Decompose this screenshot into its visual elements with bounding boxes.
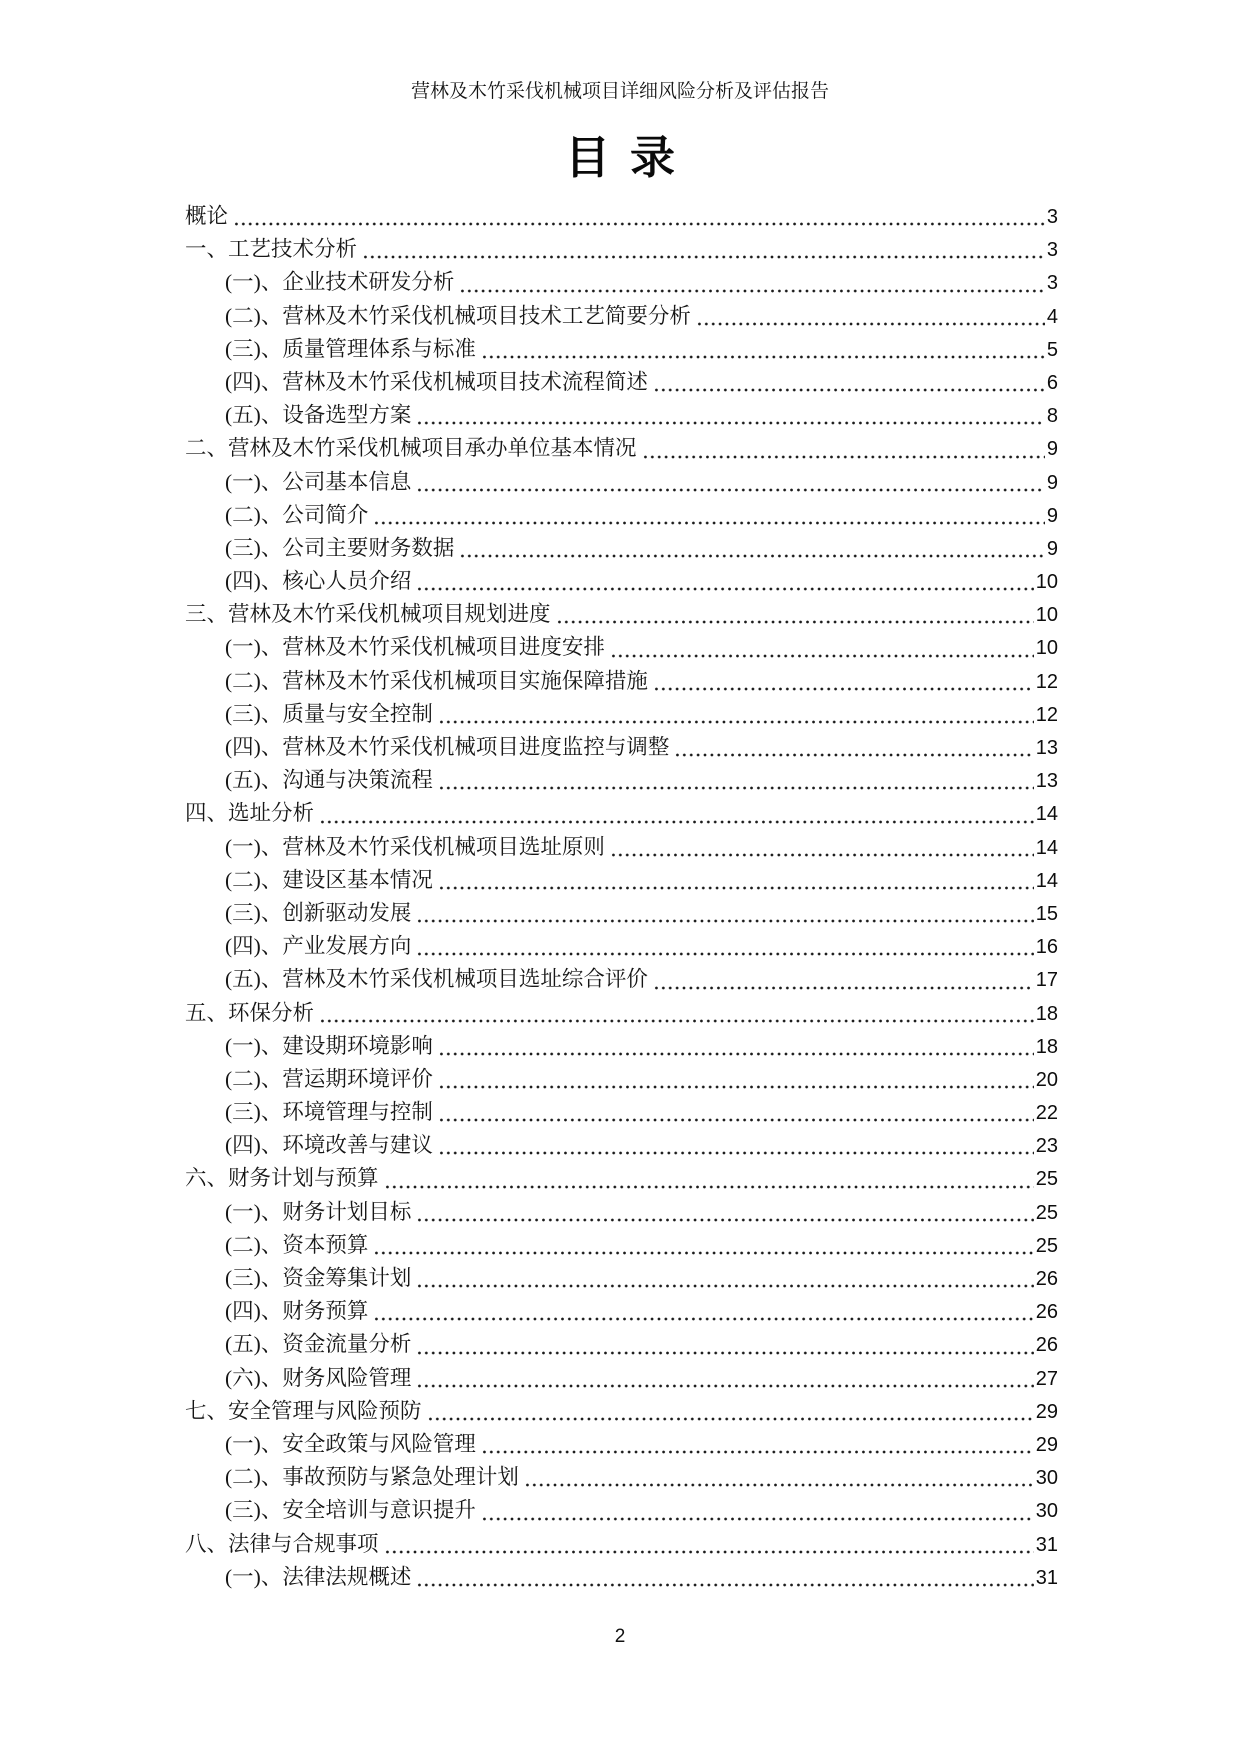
toc-entry-page-number: 23 (1035, 1135, 1058, 1158)
toc-entry-label: 五、环保分析 (185, 1000, 315, 1025)
toc-entry-page-number: 27 (1035, 1367, 1058, 1390)
toc-entry-page-number: 8 (1046, 405, 1058, 428)
toc-dot-leader (653, 388, 1045, 392)
toc-entry-page-number: 30 (1035, 1500, 1058, 1523)
toc-entry[interactable] (185, 1561, 1058, 1594)
toc-entry-label: (二)、建设区基本情况 (225, 867, 433, 892)
toc-dot-leader (416, 952, 1033, 956)
toc-entry-page-number: 3 (1046, 239, 1058, 262)
toc-dot-leader (416, 1351, 1033, 1355)
toc-entry-label: (二)、营运期环境评价 (225, 1066, 433, 1091)
toc-entry[interactable] (185, 1063, 1058, 1096)
toc-entry-label: (二)、事故预防与紧急处理计划 (225, 1465, 519, 1490)
toc-dot-leader (438, 1085, 1034, 1089)
toc-entry[interactable] (185, 864, 1058, 897)
toc-entry-label: (四)、产业发展方向 (225, 934, 412, 959)
toc-entry[interactable] (185, 897, 1058, 930)
toc-entry-page-number: 6 (1046, 371, 1058, 394)
toc-entry-label: 六、财务计划与预算 (185, 1166, 379, 1191)
toc-entry-page-number: 14 (1035, 836, 1058, 859)
toc-entry-label: (一)、营林及木竹采伐机械项目选址原则 (225, 834, 605, 859)
toc-entry-page-number: 10 (1035, 604, 1058, 627)
toc-entry[interactable] (185, 764, 1058, 797)
toc-entry-page-number: 14 (1035, 803, 1058, 826)
toc-dot-leader (416, 1218, 1033, 1222)
toc-dot-leader (233, 222, 1045, 226)
toc-entry[interactable] (185, 1528, 1058, 1561)
toc-entry-label: (五)、资金流量分析 (225, 1332, 412, 1357)
toc-entry-label: (三)、质量与安全控制 (225, 701, 433, 726)
toc-dot-leader (416, 488, 1045, 492)
toc-entry[interactable] (185, 665, 1058, 698)
footer-page-number: 2 (614, 1626, 626, 1647)
toc-entry-label: (三)、公司主要财务数据 (225, 535, 455, 560)
toc-entry[interactable] (185, 1362, 1058, 1395)
toc-entry[interactable] (185, 200, 1058, 233)
toc-entry-label: (三)、资金筹集计划 (225, 1266, 412, 1290)
toc-entry-page-number: 25 (1035, 1201, 1058, 1224)
toc-dot-leader (610, 654, 1034, 658)
toc-dot-leader (459, 289, 1045, 293)
toc-dot-leader (459, 554, 1045, 558)
toc-entry[interactable] (185, 598, 1058, 631)
toc-entry-label: (三)、质量管理体系与标准 (225, 336, 476, 361)
toc-dot-leader (556, 620, 1034, 624)
toc-entry-page-number: 22 (1035, 1102, 1058, 1125)
toc-entry-label: (一)、安全政策与风险管理 (225, 1431, 476, 1456)
toc-entry[interactable] (185, 565, 1058, 598)
toc-entry[interactable] (185, 797, 1058, 830)
toc-entry[interactable] (185, 1395, 1058, 1428)
toc-entry-label: (一)、公司基本信息 (225, 469, 412, 494)
toc-entry-page-number: 9 (1046, 504, 1058, 527)
toc-entry-label: (六)、财务风险管理 (225, 1365, 412, 1390)
toc-dot-leader (481, 1450, 1034, 1454)
toc-entry-label: (二)、营林及木竹采伐机械项目技术工艺简要分析 (225, 303, 691, 328)
toc-entry-label: (四)、财务预算 (225, 1299, 369, 1324)
toc-entry-label: (三)、安全培训与意识提升 (225, 1498, 476, 1523)
toc-dot-leader (384, 1185, 1034, 1189)
toc-entry[interactable] (185, 1129, 1058, 1162)
toc-dot-leader (438, 1151, 1034, 1155)
toc-entry[interactable] (185, 266, 1058, 299)
toc-entry[interactable] (185, 1428, 1058, 1461)
toc-dot-leader (427, 1417, 1034, 1421)
toc-dot-leader (481, 355, 1045, 359)
toc-dot-leader (653, 687, 1034, 691)
toc-dot-leader (653, 986, 1034, 990)
toc-entry-page-number: 18 (1035, 1002, 1058, 1025)
toc-entry-label: (二)、资本预算 (225, 1232, 369, 1257)
toc-entry-page-number: 31 (1035, 1566, 1058, 1589)
toc-entry[interactable] (185, 432, 1058, 465)
toc-dot-leader (481, 1517, 1034, 1521)
toc-entry-page-number: 25 (1035, 1234, 1058, 1257)
toc-entry[interactable] (185, 1030, 1058, 1063)
toc-entry[interactable] (185, 1262, 1058, 1295)
toc-dot-leader (384, 1550, 1034, 1554)
toc-entry[interactable] (185, 466, 1058, 499)
toc-entry-label: 二、营林及木竹采伐机械项目承办单位基本情况 (185, 436, 637, 461)
toc-entry-label: 三、营林及木竹采伐机械项目规划进度 (185, 602, 551, 627)
toc-entry-page-number: 20 (1035, 1068, 1058, 1091)
toc-entry-page-number: 25 (1035, 1168, 1058, 1191)
toc-entry-page-number: 30 (1035, 1467, 1058, 1490)
toc-entry[interactable] (185, 831, 1058, 864)
toc-entry-page-number: 12 (1035, 703, 1058, 726)
toc-entry[interactable] (185, 1229, 1058, 1262)
toc-entry-page-number: 9 (1046, 537, 1058, 560)
toc-entry-page-number: 29 (1035, 1433, 1058, 1456)
toc-entry-page-number: 9 (1046, 438, 1058, 461)
toc-entry-page-number: 26 (1035, 1301, 1058, 1324)
toc-dot-leader (373, 521, 1045, 525)
toc-entry-label: (一)、营林及木竹采伐机械项目进度安排 (225, 635, 605, 660)
toc-entry-page-number: 13 (1035, 737, 1058, 759)
toc-dot-leader (416, 919, 1033, 923)
toc-entry-page-number: 3 (1046, 272, 1058, 295)
toc-dot-leader (362, 255, 1045, 259)
toc-entry-label: (五)、营林及木竹采伐机械项目选址综合评价 (225, 967, 648, 992)
toc-title: 目录 (564, 133, 695, 183)
toc-entry-label: 八、法律与合规事项 (185, 1531, 379, 1556)
toc-dot-leader (373, 1317, 1033, 1321)
toc-entry-label: (四)、环境改善与建议 (225, 1133, 433, 1158)
toc-entry-label: (二)、公司简介 (225, 502, 369, 527)
toc-entry-label: 概论 (185, 204, 229, 228)
toc-entry-label: (三)、创新驱动发展 (225, 900, 412, 925)
toc-dot-leader (416, 1384, 1033, 1388)
toc-entry[interactable] (185, 731, 1058, 764)
toc-entry-label: (四)、营林及木竹采伐机械项目技术流程简述 (225, 369, 648, 394)
toc-entry-page-number: 3 (1046, 206, 1058, 228)
toc-entry-label: (一)、建设期环境影响 (225, 1033, 433, 1058)
toc-entry[interactable] (185, 1328, 1058, 1361)
toc-entry[interactable] (185, 698, 1058, 731)
toc-entry[interactable] (185, 499, 1058, 532)
toc-entry[interactable] (185, 1494, 1058, 1527)
toc-entry[interactable] (185, 532, 1058, 565)
toc-dot-leader (416, 1583, 1033, 1587)
toc-entry[interactable] (185, 1461, 1058, 1494)
toc-entry[interactable] (185, 631, 1058, 664)
toc-dot-leader (319, 1019, 1034, 1023)
toc-entry[interactable] (185, 333, 1058, 366)
toc-entry-page-number: 29 (1035, 1400, 1058, 1423)
toc-dot-leader (438, 1052, 1034, 1056)
toc-entry[interactable] (185, 963, 1058, 996)
toc-entry[interactable] (185, 233, 1058, 266)
toc-dot-leader (696, 322, 1045, 326)
toc-entry-label: (四)、核心人员介绍 (225, 569, 412, 594)
toc-entry-label: (三)、环境管理与控制 (225, 1100, 433, 1125)
toc-dot-leader (438, 886, 1034, 890)
toc-entry-label: (一)、企业技术研发分析 (225, 270, 455, 295)
toc-entry-page-number: 15 (1035, 902, 1058, 925)
toc-dot-leader (373, 1251, 1033, 1255)
toc-entry-label: 七、安全管理与风险预防 (185, 1398, 422, 1423)
toc-entry-label: (二)、营林及木竹采伐机械项目实施保障措施 (225, 668, 648, 693)
toc-dot-leader (524, 1483, 1034, 1487)
toc-entry[interactable] (185, 300, 1058, 333)
toc-entry[interactable] (185, 930, 1058, 963)
toc-entry[interactable] (185, 1196, 1058, 1229)
toc-entry-label: (五)、沟通与决策流程 (225, 768, 433, 793)
toc-entry-page-number: 17 (1035, 969, 1058, 992)
toc-entry-page-number: 9 (1046, 471, 1058, 494)
toc-entry-label: (一)、法律法规概述 (225, 1564, 412, 1589)
toc-entry[interactable] (185, 1096, 1058, 1129)
toc-dot-leader (438, 1118, 1034, 1122)
toc-entry-page-number: 18 (1035, 1035, 1058, 1058)
toc-entry-page-number: 4 (1046, 305, 1058, 328)
toc-entry-page-number: 12 (1035, 670, 1058, 693)
toc-dot-leader (416, 587, 1033, 591)
toc-dot-leader (438, 720, 1034, 724)
toc-entry-label: (一)、财务计划目标 (225, 1199, 412, 1224)
toc-entry-page-number: 31 (1035, 1533, 1058, 1556)
toc-dot-leader (642, 455, 1045, 459)
toc-dot-leader (416, 1284, 1033, 1288)
toc-entry-page-number: 14 (1035, 869, 1058, 892)
toc-entry[interactable] (185, 399, 1058, 432)
toc-dot-leader (319, 820, 1034, 824)
document-header-title: 营林及木竹采伐机械项目详细风险分析及评估报告 (410, 81, 829, 102)
toc-entry[interactable] (185, 1295, 1058, 1328)
toc-entry-page-number: 13 (1035, 770, 1058, 793)
toc-entry-page-number: 16 (1035, 936, 1058, 959)
toc-dot-leader (438, 786, 1034, 790)
toc-entry[interactable] (185, 997, 1058, 1030)
toc-entry[interactable] (185, 366, 1058, 399)
toc-entry[interactable] (185, 1162, 1058, 1195)
table-of-contents (185, 200, 1058, 1594)
toc-entry-page-number: 26 (1035, 1334, 1058, 1357)
toc-entry-page-number: 5 (1046, 338, 1058, 361)
toc-entry-page-number: 26 (1035, 1268, 1058, 1290)
toc-dot-leader (610, 853, 1034, 857)
toc-entry-label: 四、选址分析 (185, 801, 315, 826)
toc-entry-label: 一、工艺技术分析 (185, 237, 358, 262)
toc-entry-label: (四)、营林及木竹采伐机械项目进度监控与调整 (225, 735, 670, 759)
toc-dot-leader (416, 421, 1045, 425)
toc-dot-leader (674, 753, 1033, 757)
toc-entry-label: (五)、设备选型方案 (225, 403, 412, 428)
toc-entry-page-number: 10 (1035, 571, 1058, 594)
toc-entry-page-number: 10 (1035, 637, 1058, 660)
